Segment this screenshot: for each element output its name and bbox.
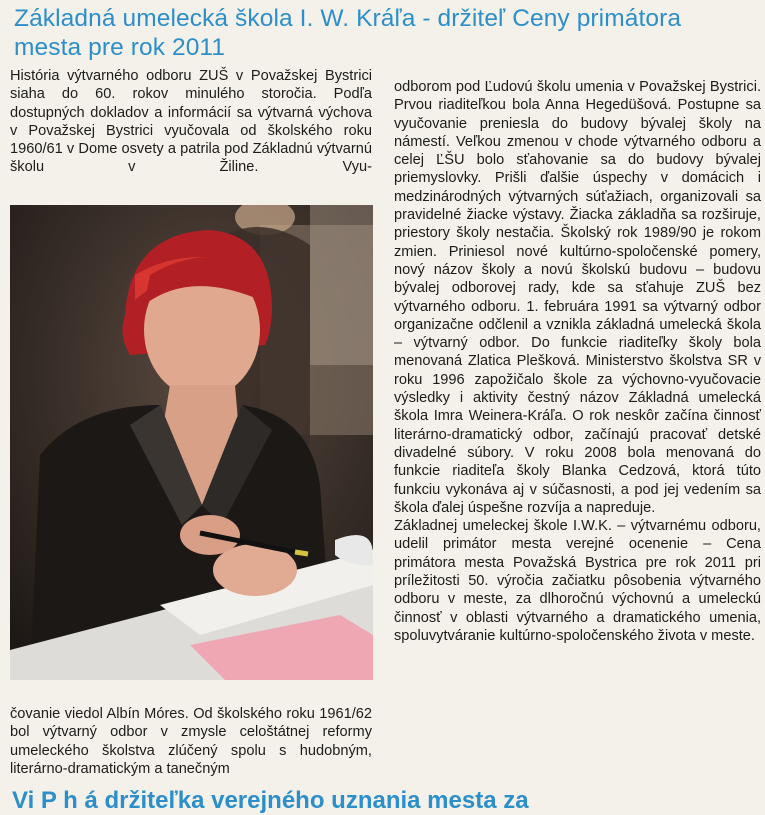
photo-woman-signing <box>10 205 373 680</box>
article-column-left-bottom <box>10 705 372 778</box>
article-headline: Základná umelecká škola I. W. Kráľa - držiteľ Ceny primátora mesta pre rok 2011 <box>14 5 682 61</box>
paragraph-left-bottom: čovanie viedol Albín Móres. Od školského roku 1961/62 bol výtvarný odbor v zmysle celoštátnej reformy umeleckého školstva zlúčený spolu s hudobným, literárno-dramatickým a tanečným <box>10 706 372 777</box>
next-article-headline-cut: Vi P h á držiteľka verejného uznania mesta za <box>12 787 529 814</box>
paragraph-left-top: História výtvarného odboru ZUŠ v Považskej Bystrici siaha do 60. rokov minulého storočia. Podľa dostupných dokladov a informácií sa výtvarná výchova v Považskej Bystrici vyučovala od školského roku 1960/61 v Dome osvety a patrila pod Základnú výtvarnú školu v Žiline. Vyu- <box>10 68 372 176</box>
article-photo <box>10 205 373 680</box>
paragraph-right-2: Základnej umeleckej škole I.W.K. – výtvarnému odboru, udelil primátor mesta verejné ocenenie – Cena primátora mesta Považská Bystrica pre rok 2011 pri príležitosti 50. výročia začiatku pôsobenia výtvarného odboru v meste, za dlhoročnú výchovnú a umeleckú činnosť v oblasti výtvarného a dramatického umenia, spoluvytváranie kultúrno-spoločenského života v meste. <box>394 518 761 644</box>
article-column-right <box>394 78 761 645</box>
paragraph-right-1: odborom pod Ľudovú školu umenia v Považskej Bystrici. Prvou riaditeľkou bola Anna Hegedüšová. Postupne sa vyučovanie preniesla do budovy bývalej školy na námestí. Veľkou zmenou v chode výtvarného odboru a celej ĽŠU bolo sťahovanie sa do budovy bývalej priemyslovky. Prišli ďalšie úspechy v domácich i medzinárodných výtvarných súťažiach, organizovali sa pravidelné žiacke výstavy. Žiacka základňa sa rozširuje, priestory školy nestačia. Školský rok 1989/90 je rokom zmien. Priniesol nové kultúrno-spoločenské pomery, nový názov školy a novú školskú budovu – budovu bývalej odborovej rady, kde sa sťahuje ZUŠ bez výtvarného odboru. 1. februára 1991 sa výtvarný odbor organizačne odčlenil a vznikla základná umelecká škola – výtvarný odbor. Do funkcie riaditeľky školy bola menovaná Zlatica Plešková. Ministerstvo školstva SR v roku 1996 zapožičalo škole za výchovno-vyučovacie výsledky i aktivity čestný názov Základná umelecká škola Imra Weinera-Kráľa. O rok neskôr začína činnosť literárno-dramatický odbor, začínajú pracovať detské divadelné súbory. V roku 2008 bola menovaná do funkcie riaditeľa školy Blanka Cedzová, ktorá túto funkciu vykonáva aj v súčasnosti, a pod jej vedením sa škola ďalej úspešne rozvíja a napreduje. <box>394 79 761 516</box>
article-column-left-top <box>10 67 372 177</box>
